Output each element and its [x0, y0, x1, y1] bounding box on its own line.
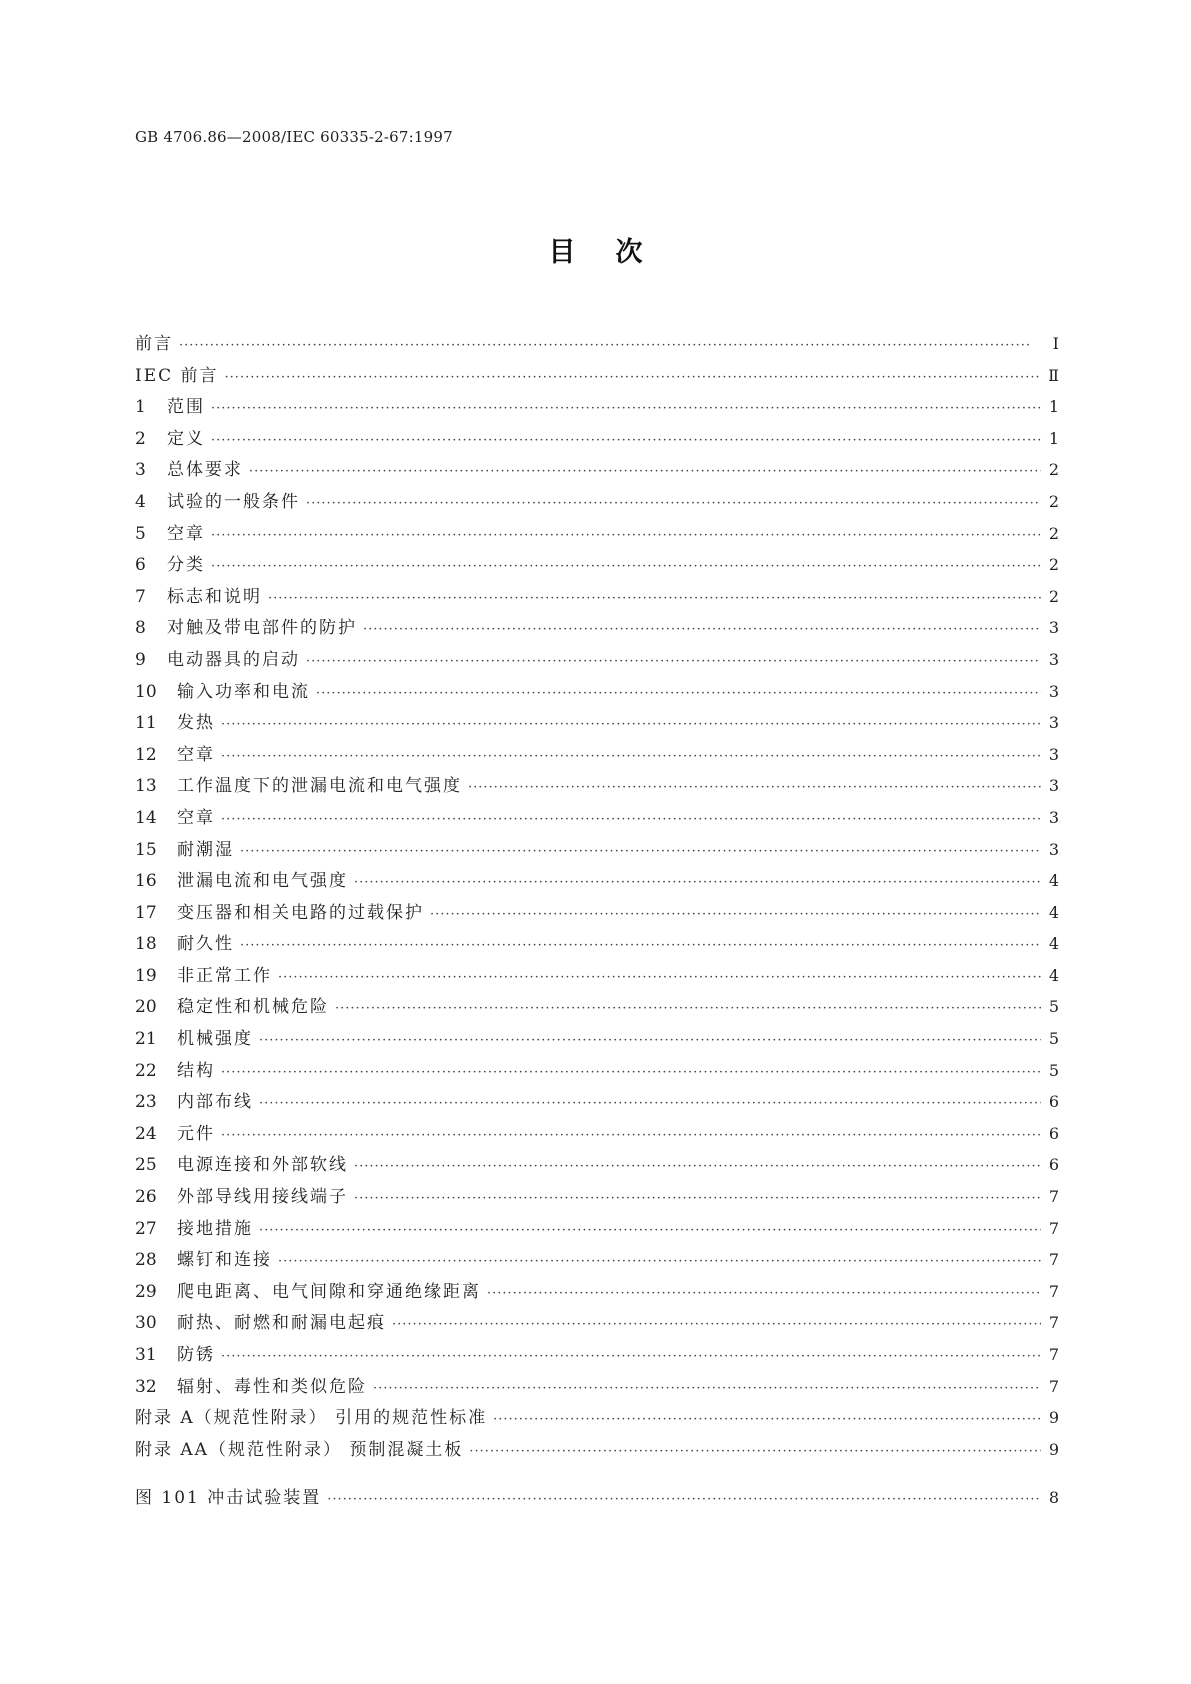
toc-entry-page: 3 — [1048, 618, 1059, 638]
toc-entry-label: 爬电距离、电气间隙和穿通绝缘距离 — [177, 1281, 481, 1302]
toc-entry-label: 防锈 — [177, 1345, 215, 1365]
toc-entry-label: 试验的一般条件 — [167, 491, 300, 512]
page-title: 目次 — [548, 237, 683, 268]
toc-entry-label: 稳定性和机械危险 — [177, 997, 329, 1018]
toc-leader-dots — [249, 456, 1041, 488]
toc-leader-dots — [211, 393, 1041, 425]
toc-entry-page: 7 — [1048, 1345, 1059, 1364]
toc-entry-label: 螺钉和连接 — [177, 1250, 272, 1271]
toc-leader-dots — [240, 836, 1041, 868]
toc-entry-label: 空章 — [177, 744, 215, 765]
toc-entry-label: 外部导线用接线端子 — [177, 1187, 348, 1208]
toc-entry-page: Ⅱ — [1048, 365, 1059, 385]
toc-entry-label: 辐射、毒性和类似危险 — [177, 1376, 367, 1397]
toc-leader-dots — [268, 583, 1041, 615]
toc-entry[interactable] — [135, 1434, 1059, 1466]
toc-entry-page: 6 — [1048, 1092, 1059, 1112]
toc-entry-label: 电动器具的启动 — [167, 649, 300, 670]
toc-leader-dots — [493, 1404, 1041, 1436]
toc-entry[interactable] — [135, 486, 1059, 518]
toc-leader-dots — [221, 1120, 1041, 1152]
toc-entry-number: 25 — [135, 1155, 157, 1176]
toc-entry-number: 1 — [135, 397, 146, 418]
toc-entry-number: 30 — [135, 1313, 157, 1334]
toc-entry-number: 2 — [135, 428, 146, 449]
toc-entry[interactable] — [135, 1339, 1059, 1371]
toc-entry-label: 范围 — [167, 397, 205, 418]
toc-entry-page: 3 — [1048, 744, 1059, 764]
toc-entry[interactable] — [135, 991, 1059, 1023]
toc-entry[interactable] — [135, 676, 1059, 708]
toc-entry-label: 接地措施 — [177, 1218, 253, 1239]
toc-entry[interactable] — [135, 581, 1059, 613]
toc-entry[interactable] — [135, 1276, 1059, 1308]
toc-entry-number: 7 — [135, 586, 146, 607]
toc-entry-number: 29 — [135, 1281, 157, 1302]
toc-entry[interactable] — [135, 549, 1059, 581]
toc-entry-label: 耐热、耐燃和耐漏电起痕 — [177, 1313, 386, 1334]
figure-list — [135, 1482, 1059, 1514]
toc-entry[interactable] — [135, 1244, 1059, 1276]
toc-entry[interactable] — [135, 739, 1059, 771]
toc-entry-number: 22 — [135, 1060, 157, 1081]
toc-leader-dots — [240, 930, 1041, 962]
toc-entry-number: 19 — [135, 965, 157, 986]
toc-entry-page: 5 — [1048, 1029, 1059, 1049]
figure-entry-page: 8 — [1048, 1488, 1059, 1507]
toc-leader-dots — [363, 614, 1041, 646]
toc-entry-label: IEC 前言 — [135, 365, 219, 386]
toc-entry-label: 结构 — [177, 1060, 215, 1081]
toc-entry-page: 2 — [1048, 523, 1059, 543]
toc-entry-number: 12 — [135, 744, 157, 765]
toc-leader-dots — [179, 330, 1041, 362]
toc-leader-dots — [469, 1436, 1041, 1468]
toc-entry-number: 3 — [135, 460, 146, 481]
toc-leader-dots — [306, 488, 1041, 520]
toc-entry-label: 工作温度下的泄漏电流和电气强度 — [177, 776, 462, 797]
toc-leader-dots — [211, 520, 1041, 552]
toc-entry-page: 3 — [1048, 807, 1059, 827]
toc-entry-page: 3 — [1048, 649, 1059, 669]
toc-entry-number: 17 — [135, 902, 157, 923]
toc-entry-label: 标志和说明 — [167, 586, 262, 607]
toc-entry-page: 6 — [1048, 1155, 1059, 1175]
toc-entry-page: 3 — [1048, 681, 1059, 701]
toc-leader-dots — [354, 867, 1041, 899]
toc-entry[interactable] — [135, 770, 1059, 802]
toc-entry-number: 18 — [135, 934, 157, 955]
toc-leader-dots — [221, 709, 1041, 741]
toc-entry-number: 11 — [135, 713, 157, 734]
toc-leader-dots — [259, 1215, 1041, 1247]
toc-entry-page: 4 — [1048, 902, 1059, 922]
toc-entry-number: 21 — [135, 1029, 157, 1050]
toc-entry[interactable] — [135, 612, 1059, 644]
toc-entry-number: 5 — [135, 523, 146, 544]
toc-leader-dots — [211, 425, 1041, 457]
figure-entry-label: 图 101 冲击试验装置 — [135, 1488, 322, 1508]
toc-entry[interactable] — [135, 454, 1059, 486]
toc-entry-page: 4 — [1048, 965, 1059, 985]
toc-entry[interactable] — [135, 960, 1059, 992]
toc-entry-label: 内部布线 — [177, 1092, 253, 1113]
toc-entry-label: 前言 — [135, 334, 173, 354]
toc-entry-page: 3 — [1048, 776, 1059, 796]
toc-leader-dots — [392, 1309, 1041, 1341]
toc-entry-label: 耐潮湿 — [177, 839, 234, 860]
toc-leader-dots — [430, 899, 1041, 931]
toc-entry[interactable] — [135, 328, 1059, 360]
toc-entry-number: 23 — [135, 1092, 157, 1113]
toc-entry-page: 4 — [1048, 871, 1059, 891]
toc-entry-page: 7 — [1048, 1313, 1059, 1333]
toc-entry-number: 27 — [135, 1218, 157, 1239]
toc-leader-dots — [306, 646, 1041, 678]
toc-leader-dots — [259, 1088, 1041, 1120]
toc-leader-dots — [354, 1151, 1041, 1183]
toc-entry-number: 26 — [135, 1187, 157, 1208]
toc-entry-page: 4 — [1048, 934, 1059, 954]
toc-entry[interactable] — [135, 707, 1059, 739]
toc-entry-page: 7 — [1048, 1218, 1059, 1238]
toc-entry[interactable] — [135, 802, 1059, 834]
toc-entry-number: 6 — [135, 555, 146, 576]
toc-entry[interactable] — [135, 865, 1059, 897]
toc-entry-label: 耐久性 — [177, 934, 234, 955]
toc-entry[interactable] — [135, 1023, 1059, 1055]
toc-entry[interactable] — [135, 1307, 1059, 1339]
toc-entry-number: 13 — [135, 776, 157, 797]
toc-entry-number: 4 — [135, 491, 146, 512]
toc-leader-dots — [278, 1246, 1041, 1278]
toc-entry-number: 10 — [135, 681, 157, 702]
toc-entry[interactable] — [135, 1055, 1059, 1087]
toc-entry-label: 变压器和相关电路的过载保护 — [177, 902, 424, 923]
toc-entry-number: 8 — [135, 618, 146, 639]
toc-entry[interactable] — [135, 897, 1059, 929]
toc-entry[interactable] — [135, 1149, 1059, 1181]
toc-entry[interactable] — [135, 391, 1059, 423]
toc-entry-label: 发热 — [177, 713, 215, 734]
toc-entry-number: 31 — [135, 1345, 157, 1365]
toc-entry-label: 输入功率和电流 — [177, 681, 310, 702]
toc-entry-page: 7 — [1048, 1187, 1059, 1207]
toc-entry-label: 空章 — [177, 807, 215, 828]
toc-leader-dots — [278, 962, 1041, 994]
toc-entry-number: 20 — [135, 997, 157, 1018]
standard-header: GB 4706.86—2008/IEC 60335-2-67:1997 — [135, 128, 453, 146]
toc-entry[interactable] — [135, 1371, 1059, 1403]
toc-leader-dots — [373, 1373, 1041, 1405]
toc-entry[interactable] — [135, 1086, 1059, 1118]
toc-entry-label: 附录 A（规范性附录） 引用的规范性标准 — [135, 1408, 488, 1429]
toc-entry-page: 6 — [1048, 1123, 1059, 1143]
toc-entry-page: 5 — [1048, 997, 1059, 1017]
toc-entry-label: 元件 — [177, 1123, 215, 1144]
toc-entry-page: 2 — [1048, 555, 1059, 575]
toc-leader-dots — [316, 678, 1041, 710]
figure-entry[interactable] — [135, 1482, 1059, 1514]
toc-leader-dots — [468, 772, 1041, 804]
toc-entry-label: 机械强度 — [177, 1029, 253, 1050]
toc-entry[interactable] — [135, 1118, 1059, 1150]
toc-entry-number: 15 — [135, 839, 157, 860]
toc-leader-dots — [221, 741, 1041, 773]
toc-leader-dots — [225, 362, 1041, 394]
toc-entry-number: 16 — [135, 871, 157, 892]
toc-entry-page: 2 — [1048, 460, 1059, 480]
toc-entry-page: 7 — [1048, 1281, 1059, 1301]
toc-entry-label: 总体要求 — [167, 460, 243, 481]
toc-entry-number: 28 — [135, 1250, 157, 1271]
toc-entry-page: 1 — [1048, 428, 1059, 448]
toc-entry-number: 14 — [135, 807, 157, 828]
toc-leader-dots — [211, 551, 1041, 583]
toc-entry-label: 电源连接和外部软线 — [177, 1155, 348, 1176]
toc-entry[interactable] — [135, 518, 1059, 550]
toc-entry-label: 空章 — [167, 523, 205, 544]
toc-leader-dots — [221, 1341, 1041, 1373]
toc-entry[interactable] — [135, 360, 1059, 392]
toc-entry[interactable] — [135, 644, 1059, 676]
toc-entry-page: Ⅰ — [1052, 334, 1059, 353]
table-of-contents — [135, 328, 1059, 1465]
toc-leader-dots — [221, 1057, 1041, 1089]
toc-entry-page: 3 — [1048, 713, 1059, 733]
toc-entry-label: 对触及带电部件的防护 — [167, 618, 357, 639]
figure-leader-dots — [327, 1484, 1041, 1516]
toc-entry[interactable] — [135, 1213, 1059, 1245]
toc-entry-number: 24 — [135, 1123, 157, 1144]
toc-leader-dots — [335, 993, 1041, 1025]
toc-entry[interactable] — [135, 1181, 1059, 1213]
toc-entry-page: 1 — [1048, 397, 1059, 417]
toc-entry-page: 2 — [1048, 491, 1059, 511]
toc-leader-dots — [487, 1278, 1041, 1310]
toc-entry-label: 泄漏电流和电气强度 — [177, 871, 348, 892]
toc-entry-label: 附录 AA（规范性附录） 预制混凝土板 — [135, 1439, 464, 1460]
toc-entry-number: 32 — [135, 1376, 157, 1397]
toc-entry-page: 3 — [1048, 839, 1059, 859]
toc-entry-label: 分类 — [167, 555, 205, 576]
toc-entry-label: 定义 — [167, 428, 205, 449]
toc-entry[interactable] — [135, 928, 1059, 960]
toc-entry-page: 9 — [1048, 1408, 1059, 1428]
toc-entry[interactable] — [135, 423, 1059, 455]
toc-leader-dots — [354, 1183, 1041, 1215]
toc-entry[interactable] — [135, 1402, 1059, 1434]
toc-entry-number: 9 — [135, 649, 146, 670]
toc-entry[interactable] — [135, 834, 1059, 866]
toc-entry-page: 7 — [1048, 1376, 1059, 1396]
toc-entry-page: 9 — [1048, 1439, 1059, 1459]
toc-leader-dots — [221, 804, 1041, 836]
toc-entry-page: 7 — [1048, 1250, 1059, 1270]
toc-entry-label: 非正常工作 — [177, 965, 272, 986]
toc-entry-page: 2 — [1048, 586, 1059, 606]
toc-leader-dots — [259, 1025, 1041, 1057]
toc-entry-page: 5 — [1048, 1060, 1059, 1080]
